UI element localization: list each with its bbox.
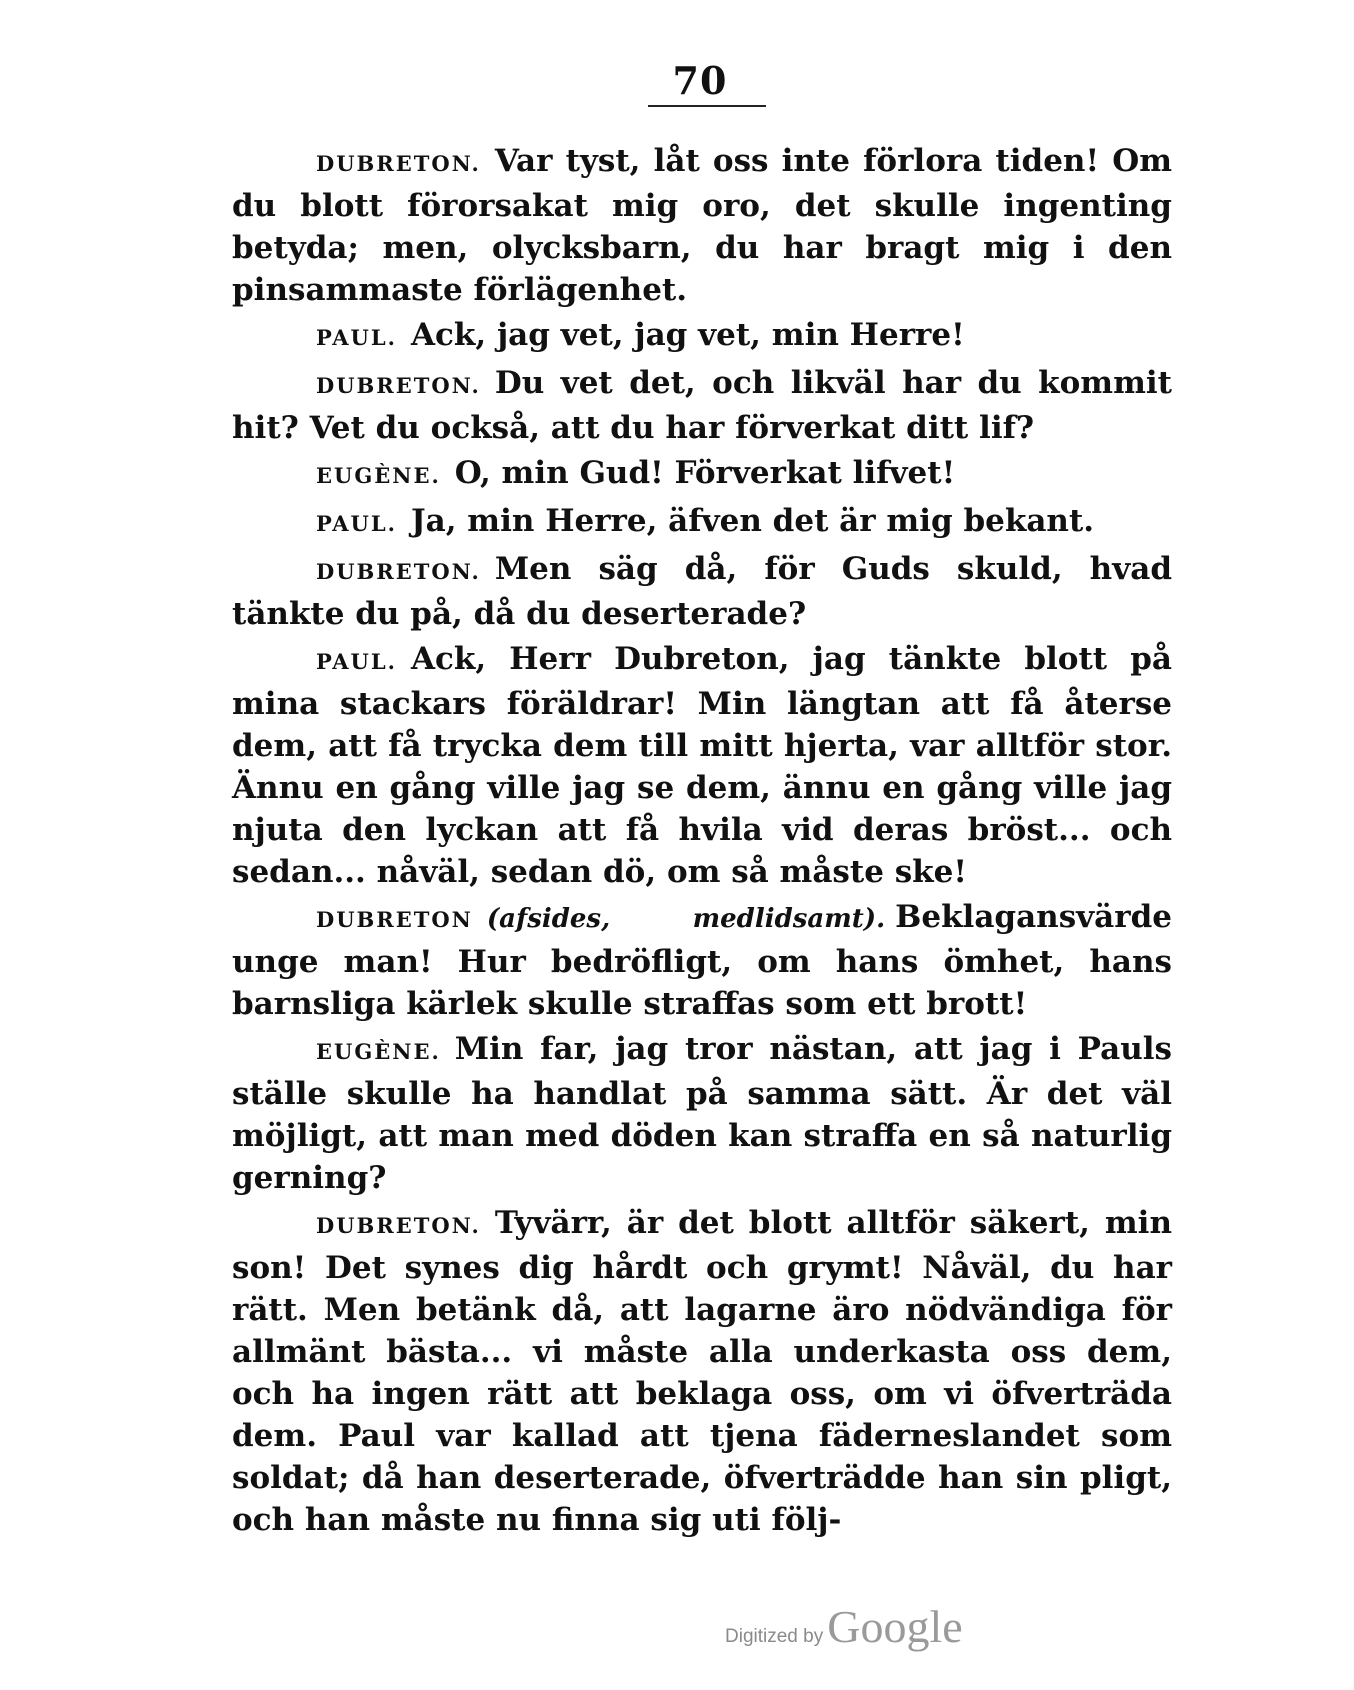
speech-text: Beklagansvärde unge man! Hur bedröfligt, om hans ömhet, hans barnsliga kärlek skulle straffas som ett brott!	[232, 899, 1172, 1022]
google-logo: Google	[827, 1601, 963, 1652]
speech-text: O, min Gud! Förverkat lifvet!	[454, 455, 956, 491]
speech-5	[232, 500, 1172, 545]
speech-text: Du vet det, och likväl har du kommit hit? Vet du också, att du har förverkat ditt lif?	[232, 365, 1172, 446]
speaker-name: DUBRETON.	[316, 559, 481, 584]
digitized-by-watermark	[725, 1600, 963, 1653]
speaker-name: PAUL.	[316, 325, 397, 350]
page-number: 70	[672, 58, 728, 103]
speech-1	[232, 140, 1172, 311]
stage-direction: (afsides, medlidsamt).	[486, 904, 886, 934]
speaker-name: DUBRETON.	[316, 373, 481, 398]
speech-text: Men säg då, för Guds skuld, hvad tänkte du på, då du deserterade?	[232, 551, 1172, 632]
speech-text: Var tyst, låt oss inte förlora tiden! Om du blott förorsakat mig oro, det skulle ingenting betyda; men, olycksbarn, du har bragt mig i den pinsammaste förlägenhet.	[232, 143, 1172, 308]
speaker-name: PAUL.	[316, 511, 397, 536]
speech-2	[232, 314, 1172, 359]
speaker-name: PAUL.	[316, 649, 397, 674]
dialogue-text	[232, 140, 1172, 1544]
speech-text: Ack, Herr Dubreton, jag tänkte blott på mina stackars föräldrar! Min längtan att få återse dem, att få trycka dem till mitt hjerta, var alltför stor. Ännu en gång ville jag se dem, ännu en gång ville jag njuta den lyckan att få hvila vid deras bröst... och sedan... nåväl, sedan dö, om så måste ske!	[232, 641, 1172, 890]
speaker-name: DUBRETON.	[316, 1213, 481, 1238]
speaker-name: EUGÈNE.	[316, 463, 441, 488]
speech-text: Min far, jag tror nästan, att jag i Pauls ställe skulle ha handlat på samma sätt. Är det väl möjligt, att man med döden kan straffa en så naturlig gerning?	[232, 1031, 1172, 1196]
speech-10	[232, 1202, 1172, 1541]
speech-7	[232, 638, 1172, 893]
speaker-name: DUBRETON.	[316, 151, 481, 176]
speech-4	[232, 452, 1172, 497]
speaker-name: EUGÈNE.	[316, 1039, 441, 1064]
speech-6	[232, 548, 1172, 635]
speech-text: Ack, jag vet, jag vet, min Herre!	[410, 317, 965, 353]
speech-9	[232, 1028, 1172, 1199]
speaker-name: DUBRETON	[316, 907, 473, 932]
digitized-by-label: Digitized by	[725, 1626, 824, 1647]
page-number-rule	[648, 105, 766, 107]
speech-text: Tyvärr, är det blott alltför säkert, min son! Det synes dig hårdt och grymt! Nåväl, du har rätt. Men betänk då, att lagarne äro nödvändiga för allmänt bästa... vi måste alla underkasta oss dem, och ha ingen rätt att beklaga oss, om vi öfverträda dem. Paul var kallad att tjena fäderneslandet som soldat; då han deserterade, öfverträdde han sin pligt, och han måste nu finna sig uti följ-	[232, 1205, 1172, 1538]
speech-text: Ja, min Herre, äfven det är mig bekant.	[410, 503, 1095, 539]
speech-8	[232, 896, 1172, 1025]
speech-3	[232, 362, 1172, 449]
